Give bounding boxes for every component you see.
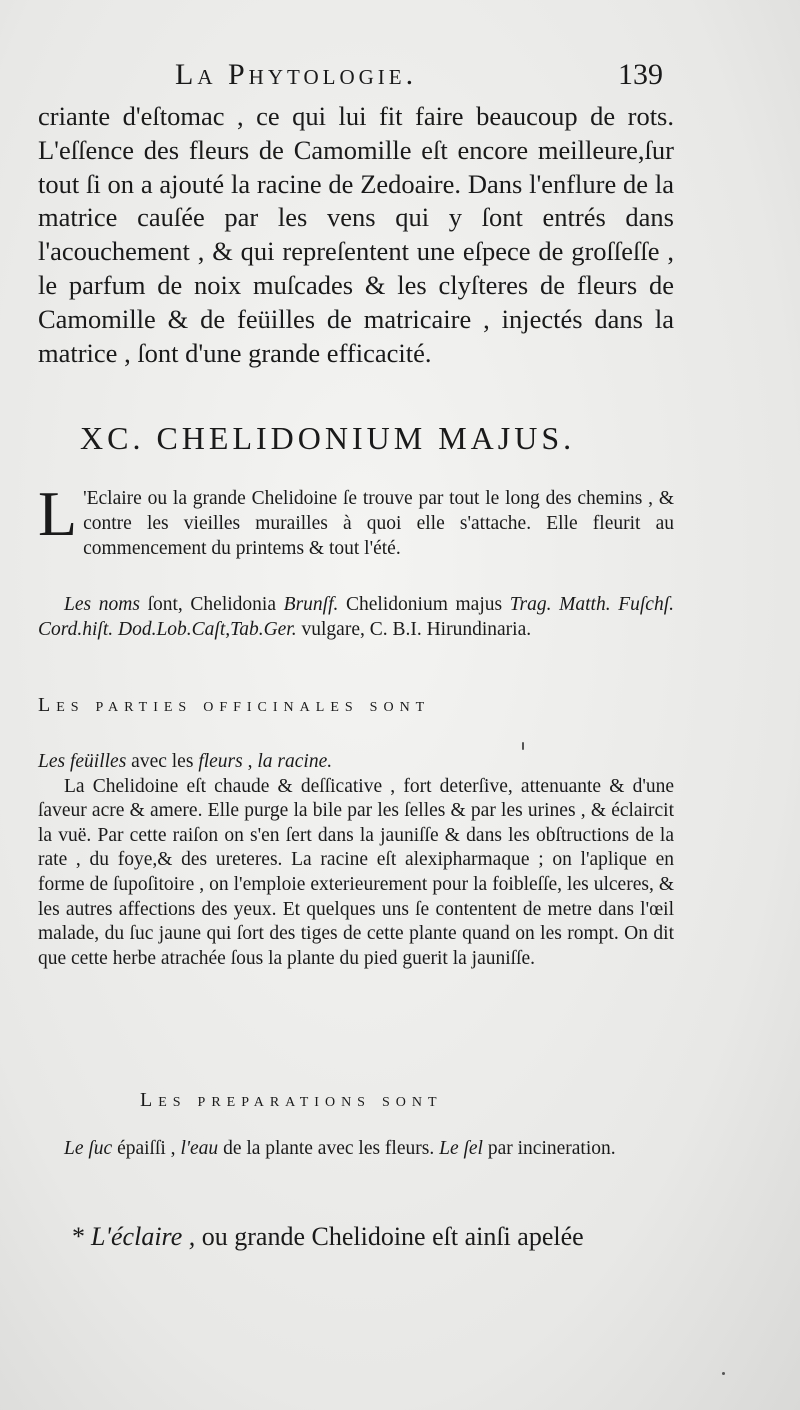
feuilles-5: la racine. — [257, 751, 333, 772]
heading-parties-officinales: Les parties officinales sont — [38, 694, 431, 716]
feuilles-line — [38, 750, 674, 775]
eclaire-text: 'Eclaire ou la grande Chelidoine ſe trouve par tout le long des chemins , & contre les vieilles murailles à quoi elle s'attache. Elle fleurit au commencement du printems & tout l'été. — [83, 488, 674, 559]
prep-5: Le ſel — [439, 1138, 483, 1159]
prep-6: par incineration. — [482, 1138, 616, 1159]
paragraph-eclaire — [38, 478, 674, 561]
noms-ref-2: Trag. Matth. Fuſchſ. Cord.hiſt. Dod.Lob.Caſt,Tab.Ger. — [38, 594, 674, 640]
feuilles-2: avec les — [126, 751, 199, 772]
feuilles-4: , — [242, 751, 258, 772]
feuilles-3: fleurs — [198, 751, 243, 772]
noms-text-1: ſont, Chelidonia — [139, 594, 284, 615]
footnote-star: * — [72, 1222, 85, 1251]
feuilles-1: Les feüilles — [38, 751, 127, 772]
paragraph-camomille: criante d'eſtomac , ce qui lui fit faire beaucoup de rots. L'eſſence des fleurs de Camomille eſt encore meilleure,ſur tout ſi on a ajouté la racine de Zedoaire. Dans l'enflure de la matrice cauſée par les vens qui y ſont entrés dans l'acouchement , & qui repreſentent une eſpece de groſſeſſe , le parfum de noix muſcades & les clyſteres de fleurs de Camomille & de feüilles de matricaire , injectés dans la matrice , ſont d'une grande efficacité. — [38, 101, 674, 368]
prep-3: l'eau — [180, 1138, 219, 1159]
noms-lead: Les noms — [64, 594, 140, 615]
prep-2: épaiſſi , — [112, 1138, 181, 1159]
page-number: 139 — [618, 58, 663, 91]
description-text: La Chelidoine eſt chaude & deſſicative , fort deterſive, attenuante & d'une ſaveur acre & amere. Elle purge la bile par les ſelles & par les urines , & éclaircit la vuë. Par cette raiſon on s'en ſert dans la jauniſſe & dans les obſtructions de la rate , du foye,& des ureteres. La racine eſt alexipharmaque ; on l'aplique en forme de ſupoſitoire , on l'emploie exterieurement pour la foibleſſe, les ulceres, & les autres affections des yeux. Et quelques uns ſe contentent de metre dans l'œil malade, du ſuc jaune qui ſort des tiges de cette plante quand on les rompt. On dit que cette herbe atrachée ſous la plante du pied guerit la jauniſſe. — [38, 775, 674, 969]
ink-speck — [722, 1372, 725, 1375]
paragraph-feuilles — [38, 750, 674, 971]
running-title: La Phytologie. — [175, 58, 418, 91]
paragraph-noms — [38, 592, 674, 642]
prep-1: Le ſuc — [64, 1138, 113, 1159]
noms-text-2: Chelidonium majus — [338, 594, 510, 615]
prep-4: de la plante avec les fleurs. — [218, 1138, 440, 1159]
noms-text-3: vulgare, C. B.I. Hirundinaria. — [296, 619, 532, 640]
paragraph-preparations — [38, 1136, 674, 1161]
footnote-text: ou grande Chelidoine eſt ainſi apelée — [195, 1222, 584, 1251]
running-head — [0, 58, 800, 98]
footnote-catchline — [72, 1222, 682, 1252]
heading-preparations: Les preparations sont — [140, 1089, 443, 1111]
noms-ref-1: Brunſf. — [283, 594, 339, 615]
drop-cap: L — [38, 478, 78, 549]
footnote-term: L'éclaire , — [91, 1222, 196, 1251]
section-heading: XC. CHELIDONIUM MAJUS. — [80, 420, 576, 456]
ink-speck — [522, 742, 524, 750]
